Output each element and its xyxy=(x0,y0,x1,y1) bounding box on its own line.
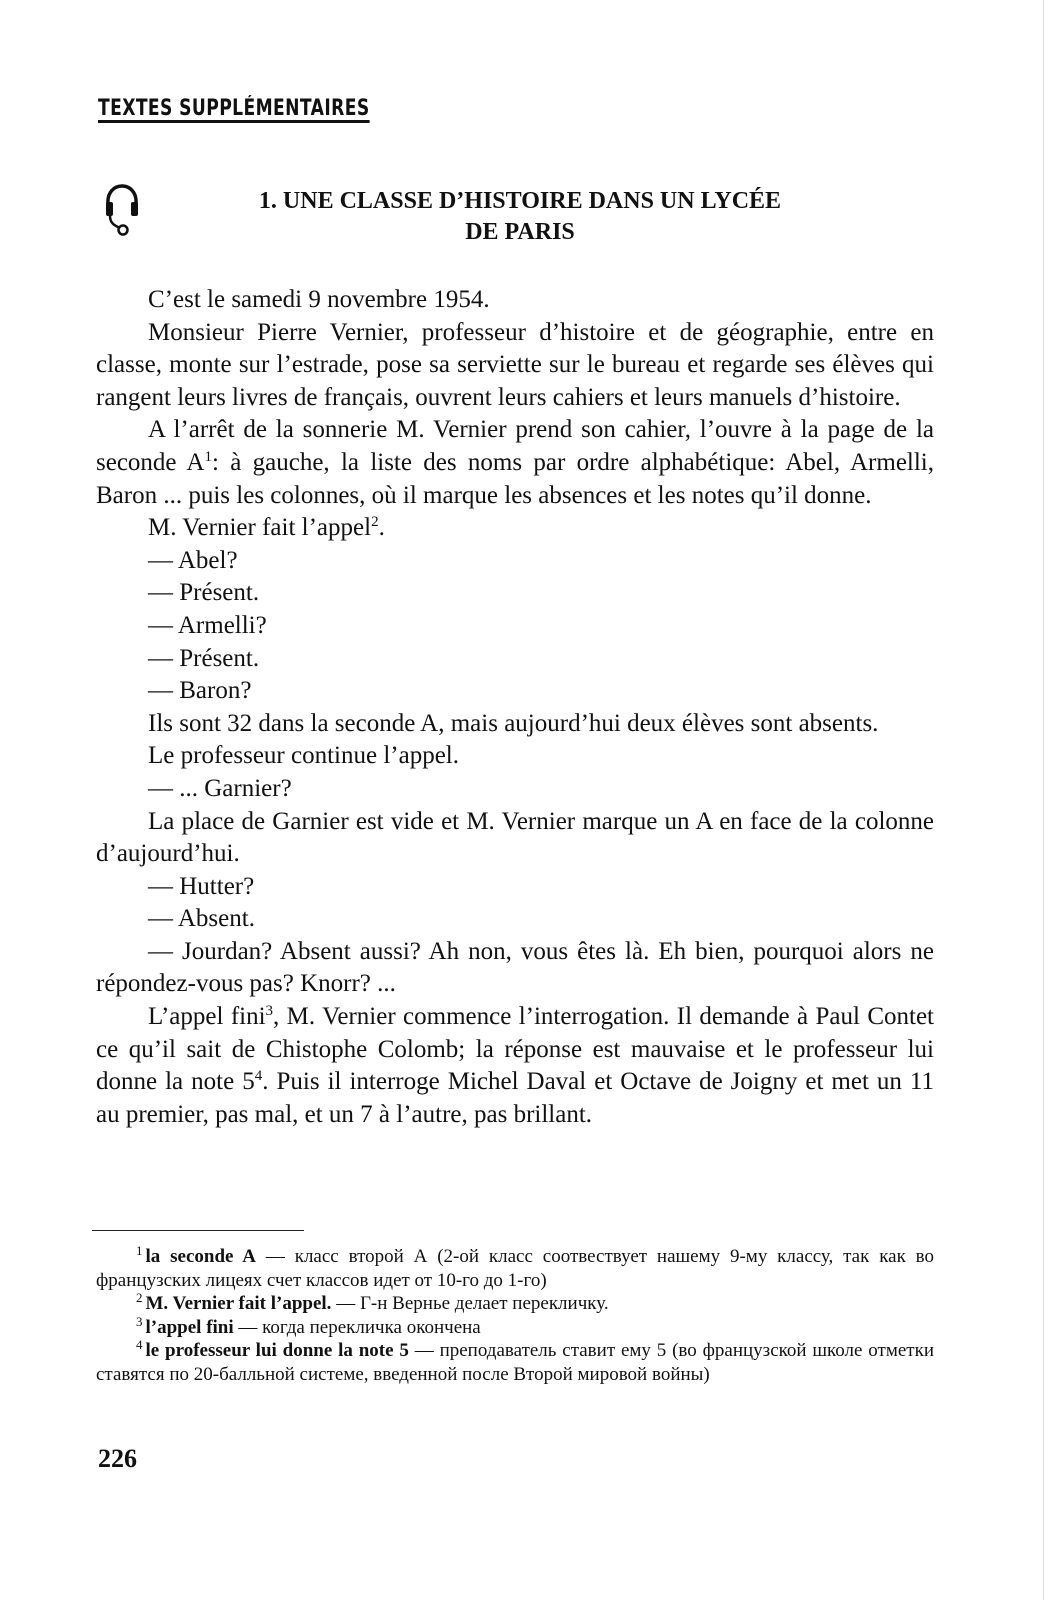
paragraph-text: , M. Vernier commence l’interrogation. Il demande à Paul Contet ce qu’il sait de Chistophe Colomb; la réponse est mauvaise et le professeur lui donne la note 5 xyxy=(96,1003,935,1096)
paragraph-text: — ... Garnier? xyxy=(148,774,292,802)
footnote-ref: 1 xyxy=(204,448,212,465)
footnote-number: 2 xyxy=(136,1290,143,1305)
paragraph xyxy=(96,773,934,806)
footnote-term: l’appel fini xyxy=(145,1316,234,1338)
paragraph-text: . Puis il interroge Michel Daval et Octave de Joigny et met un 11 au premier, pas mal, et un 7 à l’autre, pas brillant. xyxy=(96,1068,934,1128)
footnote-term: la seconde A xyxy=(145,1246,256,1267)
paragraph xyxy=(96,317,934,415)
paragraph-text: Ils sont 32 dans la seconde A, mais aujourd’hui deux élèves sont absents. xyxy=(148,709,879,737)
footnote-term: le professeur lui donne la note 5 xyxy=(145,1340,409,1361)
paragraph-text: C’est le samedi 9 novembre 1954. xyxy=(148,286,490,313)
paragraph xyxy=(96,936,934,1001)
paragraph xyxy=(96,871,934,904)
paragraph-text: — Abel? xyxy=(148,546,238,574)
paragraph-text: Le professeur continue l’appel. xyxy=(148,742,459,770)
footnote-divider xyxy=(92,1230,304,1231)
page-edge xyxy=(1043,0,1044,1600)
footnote-ref: 2 xyxy=(371,514,379,531)
paragraph-text: . xyxy=(378,514,385,542)
footnotes xyxy=(96,1245,934,1386)
footnote-translation: — Г-н Вернье делает перекличку. xyxy=(331,1293,609,1314)
title-line-1: 1. UNE CLASSE D’HISTOIRE DANS UN LYCÉE xyxy=(258,188,782,214)
paragraph xyxy=(96,284,934,317)
footnote xyxy=(96,1313,934,1340)
paragraph-text: A l’arrêt de la sonnerie M. Vernier prend son cahier, l’ouvre à la page de la seconde A xyxy=(96,416,934,476)
footnote-number: 3 xyxy=(136,1313,143,1329)
paragraph xyxy=(96,1001,934,1131)
footnote xyxy=(96,1339,934,1386)
page-number: 226 xyxy=(98,1444,137,1473)
footnote-number: 1 xyxy=(136,1243,143,1258)
footnote xyxy=(96,1292,934,1316)
paragraph xyxy=(96,675,934,708)
headphones-icon xyxy=(102,172,142,242)
paragraph-text: — Armelli? xyxy=(148,611,267,639)
paragraph xyxy=(96,414,934,512)
paragraph xyxy=(96,806,934,871)
section-heading: TEXTES SUPPLÉMENTAIRES xyxy=(98,96,370,121)
paragraph-text: Monsieur Pierre Vernier, professeur d’histoire et de géographie, entre en classe, monte sur l’estrade, pose sa serviette sur le bureau et regarde ses élèves qui rangent leurs livres de français, ouvrent leurs cahiers et leurs manuels d’histoire. xyxy=(96,318,934,411)
paragraph-text: La place de Garnier est vide et M. Vernier marque un A en face de la colonne d’aujourd’hui. xyxy=(96,807,934,868)
footnote-translation: — когда перекличка окончена xyxy=(233,1316,481,1338)
paragraph xyxy=(96,903,934,936)
paragraph xyxy=(96,545,934,578)
footnote xyxy=(96,1245,934,1292)
paragraph xyxy=(96,577,934,610)
footnote-ref: 4 xyxy=(254,1068,263,1085)
paragraph xyxy=(96,740,934,773)
footnote-ref: 3 xyxy=(265,1003,274,1020)
paragraph xyxy=(96,643,934,676)
text-title xyxy=(200,186,840,248)
paragraph xyxy=(96,512,934,545)
paragraph-text: — Hutter? xyxy=(148,872,255,900)
paragraph-text: — Jourdan? Absent aussi? Ah non, vous êtes là. Eh bien, pourquoi alors ne répondez-vous pas? Knorr? ... xyxy=(96,937,934,998)
paragraph-text: — Présent. xyxy=(148,579,260,607)
paragraph-text: : à gauche, la liste des noms par ordre alphabétique: Abel, Armelli, Baron ... puis les colonnes, où il marque les absences et les notes qu’il donne. xyxy=(96,448,934,509)
paragraph xyxy=(96,610,934,643)
paragraph-text: M. Vernier fait l’appel xyxy=(148,514,372,542)
footnote-translation: — преподаватель ставит ему 5 (во французской школе отметки ставятся по 20-балльной системе, введенной после Второй мировой войны) xyxy=(96,1340,935,1385)
title-line-2: DE PARIS xyxy=(465,219,575,245)
footnote-translation: — класс второй А (2-ой класс соотвествует нашему 9-му классу, так как во французских лицеях счет классов идет от 10-го до 1-го) xyxy=(96,1246,934,1291)
main-text xyxy=(96,284,934,1131)
paragraph-text: — Baron? xyxy=(148,677,252,705)
paragraph-text: — Présent. xyxy=(148,644,260,672)
paragraph-text: L’appel fini xyxy=(148,1003,266,1031)
paragraph xyxy=(96,708,934,741)
paragraph-text: — Absent. xyxy=(148,905,255,933)
footnote-number: 4 xyxy=(136,1337,143,1352)
footnote-term: M. Vernier fait l’appel. xyxy=(145,1293,332,1314)
